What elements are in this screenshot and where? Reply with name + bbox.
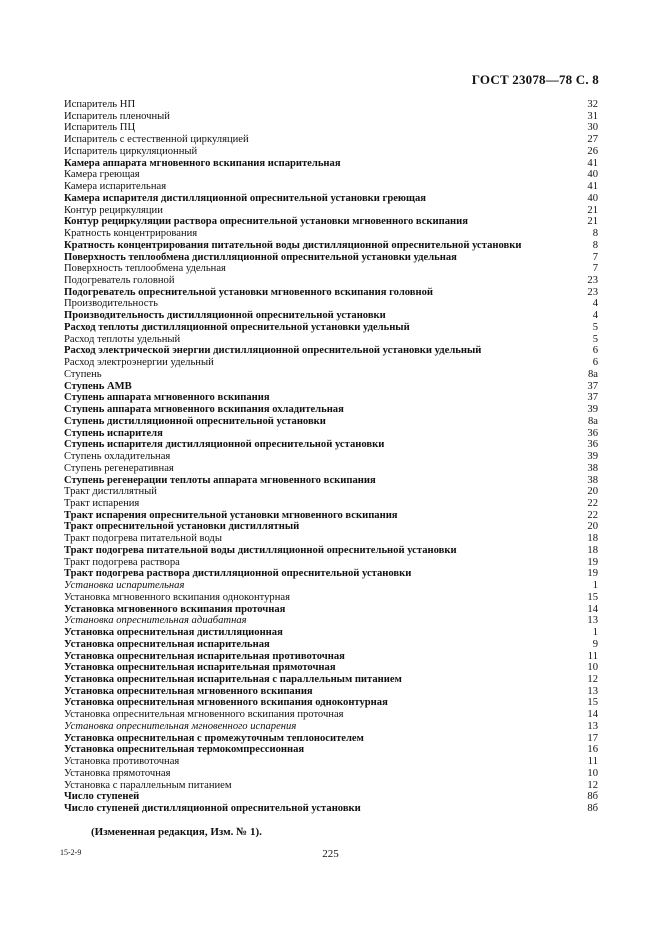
index-page-ref: 8б <box>587 803 598 815</box>
page-header: ГОСТ 23078—78 С. 8 <box>471 72 599 87</box>
index-page-ref: 38 <box>587 462 598 474</box>
index-page-ref: 14 <box>587 709 598 721</box>
index-entry <box>64 216 598 228</box>
index-page-ref: 8б <box>587 791 598 803</box>
index-term: Камера испарительная <box>64 181 167 193</box>
index-page-ref: 4 <box>592 310 598 322</box>
index-term: Испаритель пленочный <box>64 110 170 122</box>
index-entry <box>64 486 598 498</box>
index-term: Установка опреснительная испарительная прямоточная <box>64 662 336 674</box>
index-entry <box>64 580 598 592</box>
index-term: Ступень <box>64 368 102 380</box>
index-entry <box>64 298 598 310</box>
index-term: Расход теплоты дистилляционной опреснительной установки удельный <box>64 321 410 333</box>
index-term: Ступень аппарата мгновенного вскипания <box>64 392 270 404</box>
index-page-ref: 39 <box>587 404 598 416</box>
index-entry <box>64 791 598 803</box>
index-entry <box>64 639 598 651</box>
index-entry <box>64 592 598 604</box>
index-page-ref: 18 <box>587 544 598 556</box>
index-page-ref: 7 <box>592 251 598 263</box>
index-term: Установка опреснительная термокомпрессионная <box>64 744 305 756</box>
index-entry <box>64 181 598 193</box>
index-page-ref: 41 <box>587 181 598 193</box>
index-term: Испаритель циркуляционный <box>64 145 198 157</box>
index-entry <box>64 404 598 416</box>
index-entry <box>64 146 598 158</box>
index-page-ref: 9 <box>592 638 598 650</box>
index-page-ref: 18 <box>587 533 598 545</box>
index-page-ref: 10 <box>587 662 598 674</box>
index-entry <box>64 381 598 393</box>
index-entry <box>64 240 598 252</box>
index-term: Ступень дистилляционной опреснительной установки <box>64 415 326 427</box>
index-entry <box>64 533 598 545</box>
amendment-note: (Измененная редакция, Изм. № 1). <box>91 826 262 838</box>
index-entry <box>64 721 598 733</box>
index-page-ref: 21 <box>587 216 598 228</box>
index-page-ref: 32 <box>587 99 598 110</box>
print-code: 15-2-9 <box>60 848 82 857</box>
index-page-ref: 8 <box>592 228 598 240</box>
index-entry <box>64 205 598 217</box>
index-page-ref: 8 <box>592 239 598 251</box>
index-entry <box>64 134 598 146</box>
index-entry <box>64 510 598 522</box>
index-term: Установка испарительная <box>64 580 185 592</box>
index-term: Поверхность теплообмена дистилляционной опреснительной установки удельная <box>64 251 457 263</box>
index-term: Тракт подогрева питательной воды <box>64 533 222 545</box>
index-page-ref: 16 <box>587 744 598 756</box>
index-entry <box>64 463 598 475</box>
index-term: Ступень регенеративная <box>64 462 174 474</box>
index-entry <box>64 193 598 205</box>
index-entry <box>64 287 598 299</box>
index-page-ref: 11 <box>587 650 598 662</box>
index-entry <box>64 498 598 510</box>
index-page-ref: 8а <box>588 415 598 427</box>
index-term: Установка опреснительная мгновенного вскипания <box>64 685 313 697</box>
index-entry <box>64 392 598 404</box>
index-page-ref: 23 <box>587 286 598 298</box>
index-entry <box>64 521 598 533</box>
index-page-ref: 19 <box>587 568 598 580</box>
index-entry <box>64 169 598 181</box>
index-page-ref: 20 <box>587 521 598 533</box>
index-entry <box>64 697 598 709</box>
index-entry <box>64 158 598 170</box>
index-entry <box>64 122 598 134</box>
index-term: Тракт подогрева раствора дистилляционной опреснительной установки <box>64 568 412 580</box>
index-term: Ступень аппарата мгновенного вскипания охладительная <box>64 404 344 416</box>
index-term: Производительность <box>64 298 158 310</box>
index-entry <box>64 416 598 428</box>
index-page-ref: 41 <box>587 157 598 169</box>
index-entry <box>64 557 598 569</box>
index-term: Камера аппарата мгновенного вскипания испарительная <box>64 157 341 169</box>
index-term: Установка опреснительная мгновенного вскипания одноконтурная <box>64 697 388 709</box>
index-term: Ступень АМВ <box>64 380 132 392</box>
index-entry <box>64 674 598 686</box>
index-term: Контур рециркуляции раствора опреснительной установки мгновенного вскипания <box>64 216 468 228</box>
index-entry <box>64 686 598 698</box>
index-entry <box>64 780 598 792</box>
index-entry <box>64 615 598 627</box>
index-page-ref: 38 <box>587 474 598 486</box>
index-term: Установка опреснительная испарительная <box>64 638 270 650</box>
index-term: Тракт дистиллятный <box>64 486 157 498</box>
index-term: Подогреватель опреснительной установки мгновенного вскипания головной <box>64 286 434 298</box>
index-term: Установка мгновенного вскипания одноконтурная <box>64 591 290 603</box>
index-entry <box>64 662 598 674</box>
index-page-ref: 13 <box>587 720 598 732</box>
index-page-ref: 11 <box>587 756 598 768</box>
index-page-ref: 13 <box>587 615 598 627</box>
index-term: Установка опреснительная испарительная с параллельным питанием <box>64 673 402 685</box>
index-page-ref: 23 <box>587 275 598 287</box>
index-entry <box>64 428 598 440</box>
index-page-ref: 27 <box>587 134 598 146</box>
index-term: Установка мгновенного вскипания проточная <box>64 603 286 615</box>
index-term: Камера испарителя дистилляционной опреснительной установки греющая <box>64 192 427 204</box>
index-page-ref: 7 <box>592 263 598 275</box>
index-page-ref: 31 <box>587 110 598 122</box>
index-page-ref: 40 <box>587 169 598 181</box>
index-term: Ступень испарителя <box>64 427 163 439</box>
index-term: Ступень испарителя дистилляционной опреснительной установки <box>64 439 385 451</box>
index-term: Камера греющая <box>64 169 140 181</box>
index-entry <box>64 369 598 381</box>
index-entry <box>64 545 598 557</box>
index-entry <box>64 604 598 616</box>
index-term: Контур рециркуляции <box>64 204 163 216</box>
index-page-ref: 5 <box>592 321 598 333</box>
index-page-ref: 30 <box>587 122 598 134</box>
index-term: Тракт испарения опреснительной установки мгновенного вскипания <box>64 509 398 521</box>
index-entry <box>64 744 598 756</box>
index-page-ref: 17 <box>587 732 598 744</box>
index-term: Установка опреснительная адиабатная <box>64 615 247 627</box>
index-entry <box>64 627 598 639</box>
index-page-ref: 14 <box>587 603 598 615</box>
index-page-ref: 12 <box>587 673 598 685</box>
index-page-ref: 26 <box>587 145 598 157</box>
index-page-ref: 22 <box>587 509 598 521</box>
index-page-ref: 36 <box>587 439 598 451</box>
index-entry <box>64 733 598 745</box>
index-page-ref: 6 <box>592 345 598 357</box>
index-term: Производительность дистилляционной опреснительной установки <box>64 310 386 322</box>
index-term: Установка опреснительная мгновенного вскипания проточная <box>64 709 344 721</box>
index-entry <box>64 263 598 275</box>
index-entry <box>64 334 598 346</box>
index-page-ref: 5 <box>592 333 598 345</box>
index-page-ref: 20 <box>587 486 598 498</box>
index-page-ref: 22 <box>587 497 598 509</box>
index-term: Испаритель НП <box>64 99 136 110</box>
index-term: Установка опреснительная дистилляционная <box>64 627 283 639</box>
index-page-ref: 4 <box>592 298 598 310</box>
index-page-ref: 37 <box>587 380 598 392</box>
index-term: Установка с параллельным питанием <box>64 779 232 791</box>
index-entry <box>64 275 598 287</box>
index-page-ref: 36 <box>587 427 598 439</box>
index-term: Тракт подогрева раствора <box>64 556 180 568</box>
index-entry <box>64 111 598 123</box>
index-entry <box>64 310 598 322</box>
index-term: Кратность концентрирования питательной воды дистилляционной опреснительной установки <box>64 239 522 251</box>
index-entry <box>64 252 598 264</box>
index-term: Число ступеней дистилляционной опреснительной установки <box>64 803 361 815</box>
index-entry <box>64 228 598 240</box>
index-term: Установка опреснительная с промежуточным теплоносителем <box>64 732 364 744</box>
index-term: Установка опреснительная мгновенного испарения <box>64 720 297 732</box>
index-term: Тракт опреснительной установки дистиллятный <box>64 521 300 533</box>
index-term: Испаритель с естественной циркуляцией <box>64 134 249 146</box>
index-entry <box>64 651 598 663</box>
index-entry <box>64 768 598 780</box>
index-page-ref: 1 <box>592 580 598 592</box>
index-entry <box>64 568 598 580</box>
index-term: Испаритель ПЦ <box>64 122 136 134</box>
index-term: Расход теплоты удельный <box>64 333 181 345</box>
index-page-ref: 40 <box>587 192 598 204</box>
index-term: Установка прямоточная <box>64 767 171 779</box>
index-entry <box>64 322 598 334</box>
index-page-ref: 8а <box>588 368 598 380</box>
index-term: Расход электрической энергии дистилляционной опреснительной установки удельный <box>64 345 482 357</box>
index-term: Установка опреснительная испарительная противоточная <box>64 650 345 662</box>
index-page-ref: 15 <box>587 591 598 603</box>
index-entry <box>64 99 598 111</box>
index-page-ref: 21 <box>587 204 598 216</box>
index-page-ref: 13 <box>587 685 598 697</box>
index-term: Ступень регенерации теплоты аппарата мгновенного вскипания <box>64 474 376 486</box>
index-page-ref: 1 <box>592 627 598 639</box>
index-term: Тракт испарения <box>64 497 140 509</box>
index-term: Ступень охладительная <box>64 451 171 463</box>
index-page-ref: 19 <box>587 556 598 568</box>
alphabetical-index <box>64 99 598 815</box>
index-term: Расход электроэнергии удельный <box>64 357 214 369</box>
index-entry <box>64 439 598 451</box>
index-term: Число ступеней <box>64 791 140 803</box>
index-page-ref: 12 <box>587 779 598 791</box>
index-term: Подогреватель головной <box>64 275 175 287</box>
index-entry <box>64 451 598 463</box>
index-entry <box>64 709 598 721</box>
index-entry <box>64 345 598 357</box>
page-number: 225 <box>322 848 339 860</box>
index-term: Кратность концентрирования <box>64 228 198 240</box>
index-page-ref: 15 <box>587 697 598 709</box>
index-entry <box>64 803 598 815</box>
index-entry <box>64 357 598 369</box>
index-page-ref: 10 <box>587 767 598 779</box>
index-term: Тракт подогрева питательной воды дистилляционной опреснительной установки <box>64 544 457 556</box>
index-term: Установка противоточная <box>64 756 180 768</box>
index-page-ref: 37 <box>587 392 598 404</box>
index-page-ref: 39 <box>587 451 598 463</box>
index-entry <box>64 756 598 768</box>
index-term: Поверхность теплообмена удельная <box>64 263 226 275</box>
index-entry <box>64 475 598 487</box>
index-page-ref: 6 <box>592 357 598 369</box>
